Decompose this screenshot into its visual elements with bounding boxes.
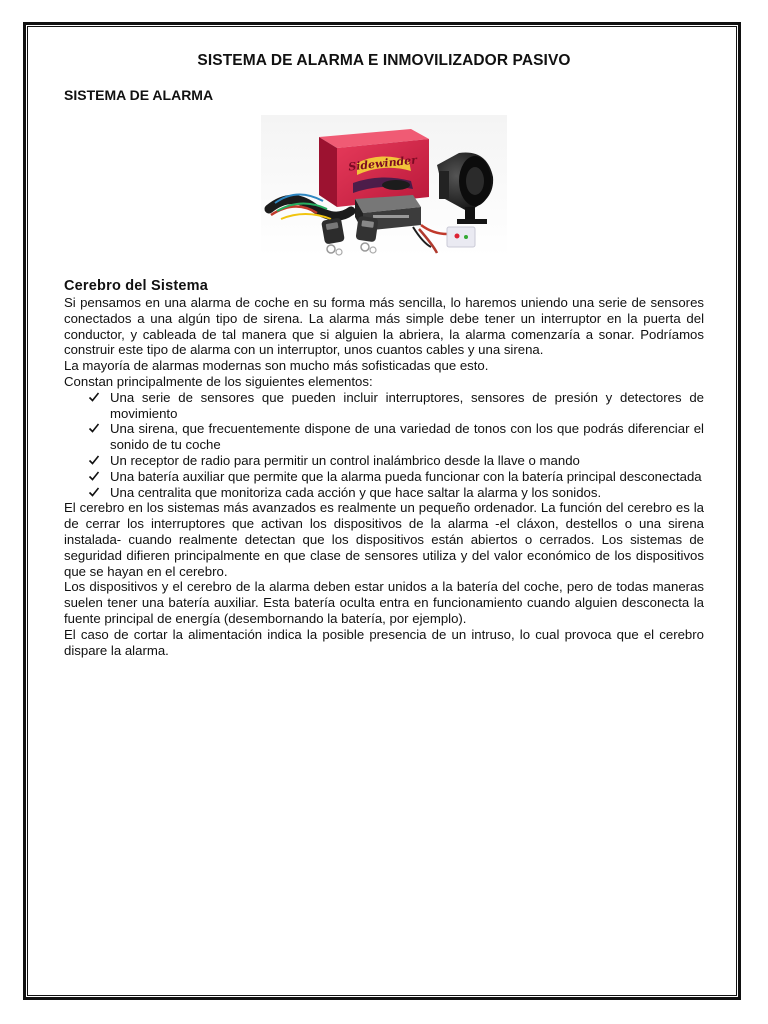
paragraph-intruder: El caso de cortar la alimentación indica la posible presencia de un intruso, lo cual provoca que el cerebro dispare la alarma. xyxy=(64,626,704,658)
list-item xyxy=(88,453,704,469)
check-icon xyxy=(88,470,100,482)
list-item-text: Una sirena, que frecuentemente dispone de una variedad de tonos con los que podrás diferenciar el sonido de tu coche xyxy=(110,421,704,453)
check-icon xyxy=(88,422,100,434)
document-title: SISTEMA DE ALARMA E INMOVILIZADOR PASIVO xyxy=(197,52,571,69)
list-item-text: Un receptor de radio para permitir un control inalámbrico desde la llave o mando xyxy=(110,452,580,468)
list-item-text: Una serie de sensores que pueden incluir interruptores, sensores de presión y detectores de movimiento xyxy=(110,389,704,421)
paragraph-battery: Los dispositivos y el cerebro de la alarma deben estar unidos a la batería del coche, pero de todas maneras suelen tener una batería auxiliar. Esta batería oculta entra en funcionamiento cuando alguien desconecta la fuente principal de energía (desembornando la batería, por ejemplo). xyxy=(64,579,704,626)
paragraph-modern: La mayoría de alarmas modernas son mucho más sofisticadas que esto. xyxy=(64,358,489,374)
check-icon xyxy=(88,391,100,403)
subheading-cerebro: Cerebro del Sistema xyxy=(64,278,209,294)
alarm-kit-illustration xyxy=(261,115,507,257)
alarm-kit-photo xyxy=(261,115,507,257)
check-icon xyxy=(88,454,100,466)
list-item xyxy=(88,469,704,485)
list-item-text: Una centralita que monitoriza cada acción y que hace saltar la alarma y los sonidos. xyxy=(110,484,602,500)
list-item xyxy=(88,421,704,453)
section-heading: SISTEMA DE ALARMA xyxy=(64,87,214,103)
paragraph-brain: El cerebro en los sistemas más avanzados es realmente un pequeño ordenador. La función del cerebro es la de cerrar los interruptores que activan los dispositivos de la alarma -el cláxon, destellos o una sirena instalada- cuando realmente detectan que los dispositivos están abiertos o cerrados. Los sistemas de seguridad difieren principalmente en que clase de sensores utiliza y del valor económico de los dispositivos que se hayan en el cerebro. xyxy=(64,500,704,579)
led-sensor-packet-icon xyxy=(447,227,475,247)
paragraph-list-lead: Constan principalmente de los siguientes elementos: xyxy=(64,373,373,389)
list-item-text: Una batería auxiliar que permite que la alarma pueda funcionar con la batería principal desconectada xyxy=(110,468,702,484)
check-icon xyxy=(88,486,100,498)
list-item xyxy=(88,390,704,422)
elements-list xyxy=(64,390,704,501)
document-body xyxy=(64,52,704,658)
box-brand-text: Sidewinder xyxy=(347,153,418,174)
paragraph-intro: Si pensamos en una alarma de coche en su forma más sencilla, lo haremos uniendo una serie de sensores conectados a una algún tipo de sirena. La alarma más simple debe tener un interruptor en la puerta del conductor, y cableada de tal manera que si alguien la abriera, la alarma comenzaría a sonar. Podríamos construir este tipo de alarma con un interruptor, unos cuantos cables y una sirena. xyxy=(64,295,704,358)
list-item xyxy=(88,485,704,501)
